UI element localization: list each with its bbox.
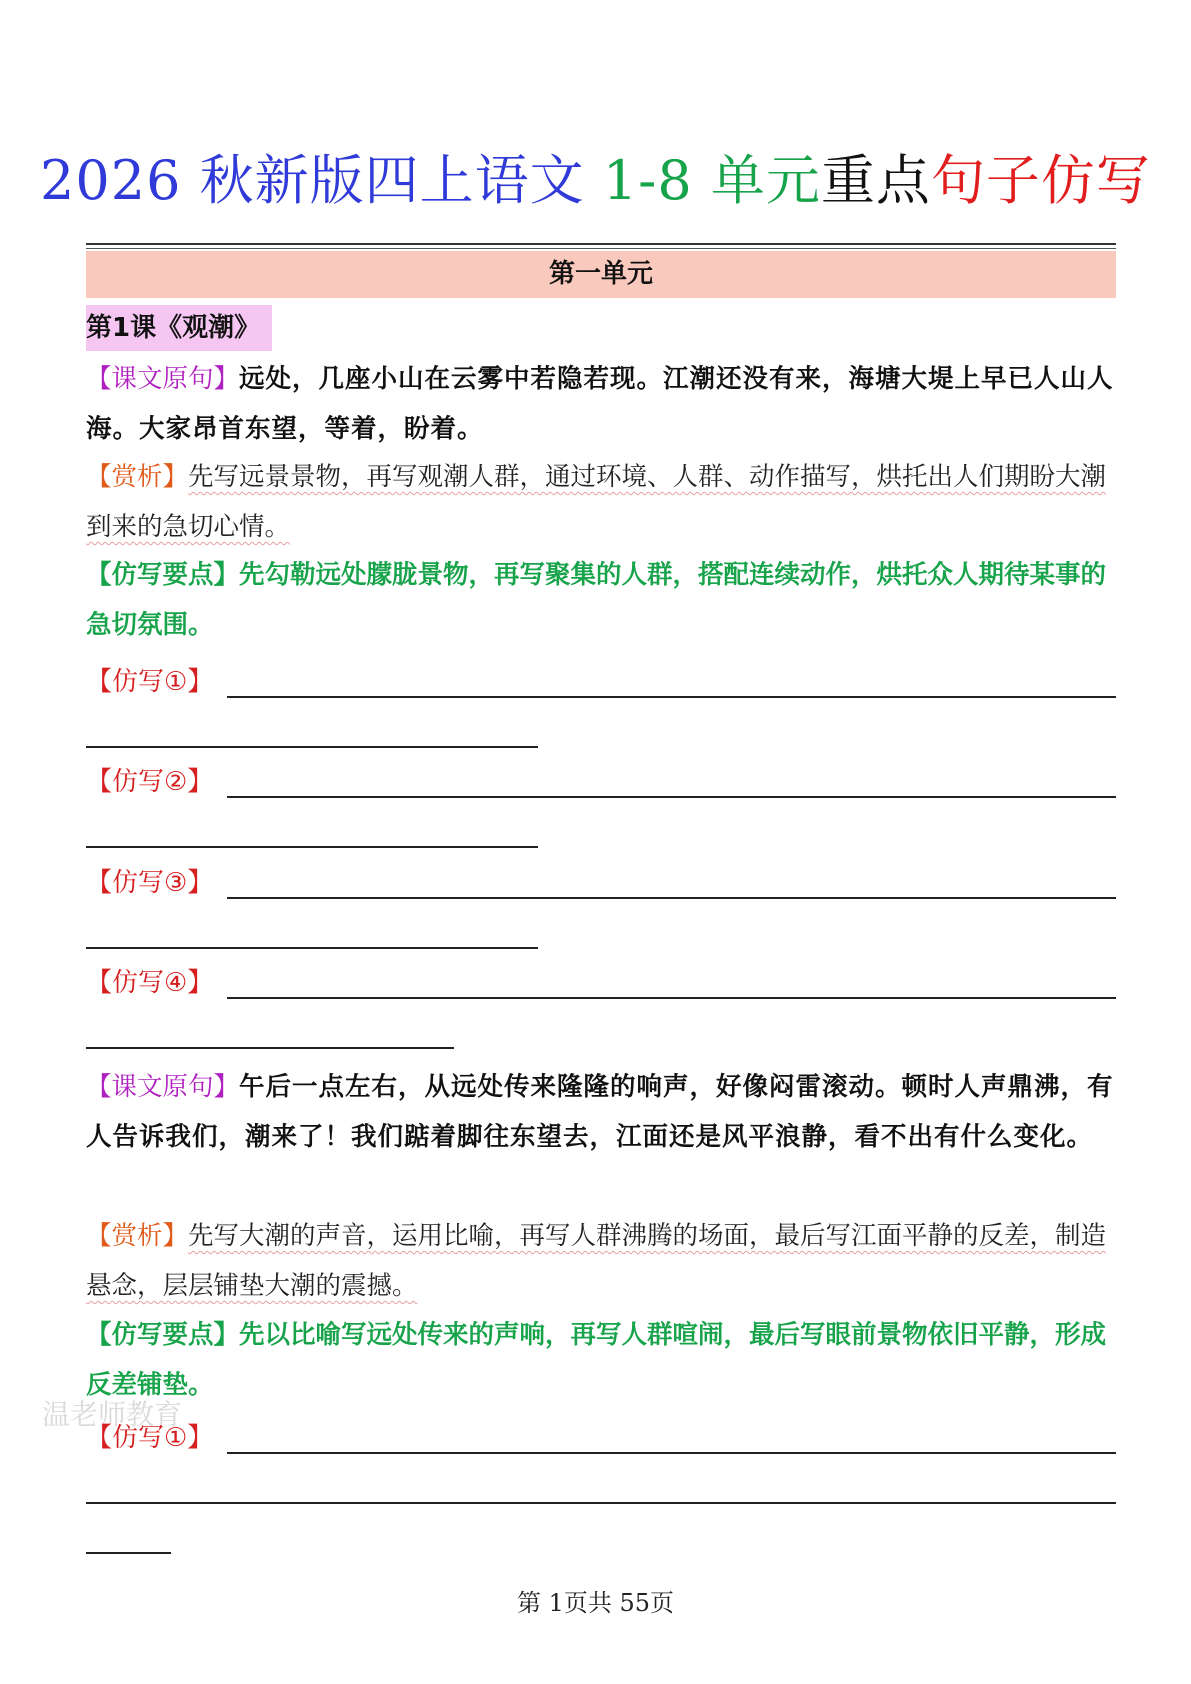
answer-line[interactable] — [227, 1452, 1116, 1454]
unit-heading: 第一单元 — [86, 251, 1116, 298]
imitation-label-4: 【仿写④】 — [86, 968, 214, 998]
title-divider-thick — [86, 243, 1116, 245]
answer-line[interactable] — [86, 846, 538, 848]
title-green-part: 1-8 单元 — [602, 149, 821, 212]
answer-line[interactable] — [86, 947, 538, 949]
analysis-text: 先写远景景物，再写观潮人群，通过环境、人群、动作描写，烘托出人们期盼大潮到来的急切心情。 — [86, 462, 1107, 542]
imitation-label-3: 【仿写③】 — [86, 868, 214, 898]
page-title — [0, 148, 1191, 214]
answer-line[interactable] — [86, 1047, 454, 1049]
answer-line[interactable] — [227, 997, 1116, 999]
analysis-label: 【赏析】 — [86, 462, 189, 492]
writing-point-text: 先勾勒远处朦胧景物，再写聚集的人群，搭配连续动作，烘托众人期待某事的急切氛围。 — [86, 560, 1107, 640]
original-sentence-1 — [86, 354, 1116, 454]
analysis-1 — [86, 452, 1116, 552]
answer-line[interactable] — [227, 796, 1116, 798]
page-footer: 第 1页共 55页 — [516, 1589, 675, 1617]
answer-line[interactable] — [227, 897, 1116, 899]
imitation-label-1: 【仿写①】 — [86, 1423, 214, 1453]
original-text: 远处，几座小山在云雾中若隐若现。江潮还没有来，海塘大堤上早已人山人海。大家昂首东望，等着，盼着。 — [86, 364, 1114, 444]
title-red-part: 句子仿写 — [930, 149, 1151, 212]
imitation-label-1: 【仿写①】 — [86, 667, 214, 697]
answer-line[interactable] — [227, 696, 1116, 698]
analysis-2 — [86, 1211, 1116, 1311]
writing-point-1 — [86, 550, 1116, 650]
original-label: 【课文原句】 — [86, 364, 240, 394]
title-black-part: 重点 — [820, 149, 931, 212]
original-label: 【课文原句】 — [86, 1072, 240, 1102]
title-blue-part: 2026 秋新版四上语文 — [40, 149, 603, 212]
answer-line[interactable] — [86, 1502, 1116, 1504]
analysis-text: 先写大潮的声音，运用比喻，再写人群沸腾的场面，最后写江面平静的反差，制造悬念，层层铺垫大潮的震撼。 — [86, 1221, 1107, 1301]
watermark: 温老师教育 — [42, 1398, 183, 1431]
analysis-label: 【赏析】 — [86, 1221, 189, 1251]
answer-line[interactable] — [86, 746, 538, 748]
lesson-heading: 第1课《观潮》 — [86, 305, 272, 351]
original-sentence-2 — [86, 1062, 1116, 1162]
answer-line[interactable] — [86, 1552, 171, 1554]
original-text: 午后一点左右，从远处传来隆隆的响声，好像闷雷滚动。顿时人声鼎沸，有人告诉我们，潮来了！我们踮着脚往东望去，江面还是风平浪静，看不出有什么变化。 — [86, 1072, 1114, 1152]
title-divider-thin — [86, 248, 1116, 249]
writing-point-label: 【仿写要点】 — [86, 560, 240, 590]
writing-point-2 — [86, 1310, 1116, 1410]
imitation-label-2: 【仿写②】 — [86, 767, 214, 797]
writing-point-text: 先以比喻写远处传来的声响，再写人群喧闹，最后写眼前景物依旧平静，形成反差铺垫。 — [86, 1320, 1107, 1400]
writing-point-label: 【仿写要点】 — [86, 1320, 240, 1350]
